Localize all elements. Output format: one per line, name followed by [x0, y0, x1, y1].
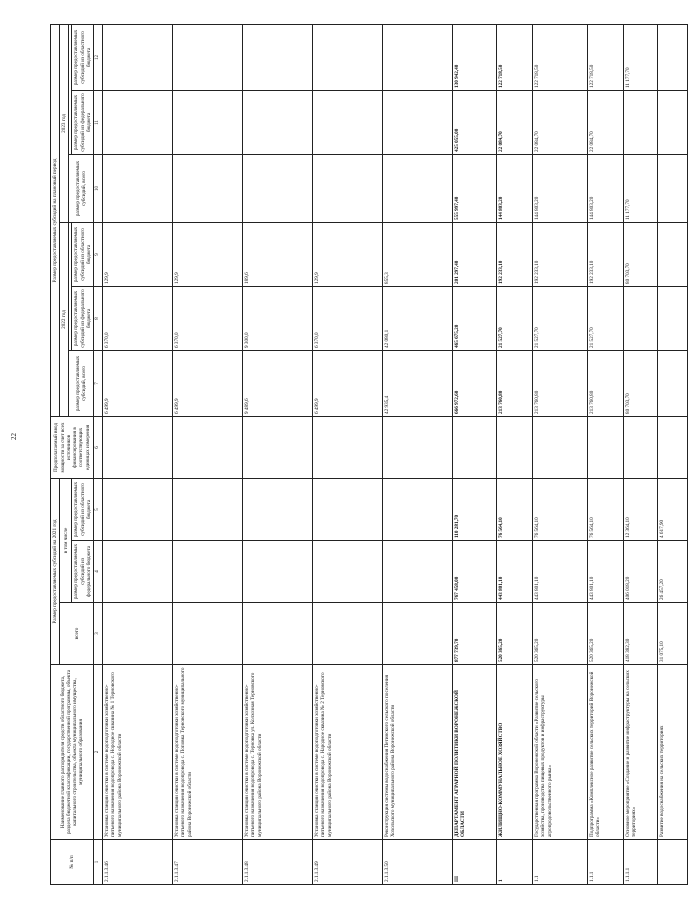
- row-value: [497, 416, 533, 478]
- row-value: [658, 286, 688, 350]
- row-value: 110 281,70: [453, 478, 497, 540]
- row-value: [103, 541, 173, 603]
- row-value: [658, 222, 688, 286]
- row-value: 855,3: [383, 222, 453, 286]
- table-row: [624, 24, 658, 884]
- row-value: 129,9: [103, 222, 173, 286]
- row-value: 6 499,9: [173, 350, 243, 416]
- row-name: Подпрограмма «Комплексное развитие сельских территорий Воронежской области»: [588, 665, 624, 840]
- header-incl: в том числе: [60, 478, 72, 602]
- row-name: Реконструкция системы водоснабжения Петинского сельского поселения Хохольского муниципального района Воронежской области: [383, 665, 453, 840]
- row-value: 21 527,70: [533, 286, 588, 350]
- header-2023: 2023 год: [60, 24, 69, 222]
- row-number: 2.1.1.3.46: [103, 840, 173, 885]
- row-value: 11 177,70: [624, 154, 658, 222]
- row-value: [243, 478, 313, 540]
- row-value: [173, 603, 243, 665]
- row-value: [313, 603, 383, 665]
- row-value: 9 300,0: [243, 286, 313, 350]
- row-value: 9 489,6: [243, 350, 313, 416]
- row-value: 129,9: [173, 222, 243, 286]
- row-value: [383, 603, 453, 665]
- row-value: [243, 416, 313, 478]
- row-value: [313, 24, 383, 90]
- row-value: [383, 24, 453, 90]
- row-value: [103, 478, 173, 540]
- column-index-cell: 9: [94, 222, 103, 286]
- row-value: 520 365,20: [588, 603, 624, 665]
- row-value: 877 739,70: [453, 603, 497, 665]
- row-value: 767 458,00: [453, 541, 497, 603]
- row-value: 192 233,10: [588, 222, 624, 286]
- column-index-cell: 5: [94, 478, 103, 540]
- row-value: [658, 350, 688, 416]
- row-value: 6 499,9: [103, 350, 173, 416]
- row-value: [243, 541, 313, 603]
- row-value: 213 760,80: [497, 350, 533, 416]
- row-value: 425 055,00: [453, 90, 497, 154]
- column-index-row: [94, 24, 103, 884]
- row-value: 443 801,10: [533, 541, 588, 603]
- row-number: 1.1.1.1: [624, 840, 658, 885]
- row-value: [173, 154, 243, 222]
- table-row: [313, 24, 383, 884]
- row-value: 80 703,70: [624, 350, 658, 416]
- subsidy-table: [50, 24, 688, 885]
- header-obl-2022: размер предоставляемых субсидий из областного бюджета: [72, 222, 94, 286]
- row-value: 21 527,70: [497, 286, 533, 350]
- row-value: 189,6: [243, 222, 313, 286]
- row-value: 6 370,0: [313, 286, 383, 350]
- row-value: 6 370,0: [103, 286, 173, 350]
- column-index-cell: 8: [94, 286, 103, 350]
- row-value: 520 365,20: [497, 603, 533, 665]
- row-value: [453, 416, 497, 478]
- row-value: 666 972,60: [453, 350, 497, 416]
- row-value: [173, 90, 243, 154]
- row-value: [103, 603, 173, 665]
- row-value: [173, 478, 243, 540]
- row-value: [588, 416, 624, 478]
- column-index-cell: 1: [94, 840, 103, 885]
- row-number: 2.1.1.3.47: [173, 840, 243, 885]
- header-obl-2021: размер предоставляемых субсидий из областного бюджета: [72, 478, 94, 540]
- row-value: [243, 603, 313, 665]
- row-value: 42 080,1: [383, 286, 453, 350]
- row-value: 122 718,50: [588, 24, 624, 90]
- header-total-2021: всего: [60, 603, 94, 665]
- header-total-2022: размер предоставляемых субсидий, всего: [69, 350, 94, 416]
- column-index-cell: 4: [94, 541, 103, 603]
- row-value: [313, 478, 383, 540]
- row-value: 555 997,40: [453, 154, 497, 222]
- table-row: [533, 24, 588, 884]
- header-2022: 2022 год: [60, 222, 69, 416]
- row-number: [658, 840, 688, 885]
- row-name: Установка станции очистки в системе водоподготовки хозяйственно-питьевого назначения водопровода с. Нородное сквазина № 1 Терновского муниципального района Воронежской области: [103, 665, 173, 840]
- column-index-cell: 12: [94, 24, 103, 90]
- table-row: [588, 24, 624, 884]
- row-value: [313, 90, 383, 154]
- row-value: [103, 90, 173, 154]
- table-row: [497, 24, 533, 884]
- row-value: 406 018,20: [624, 541, 658, 603]
- subsidy-table-sheet: [50, 25, 666, 885]
- row-value: [173, 416, 243, 478]
- row-value: 192 233,10: [497, 222, 533, 286]
- row-value: [383, 478, 453, 540]
- table-row: [453, 24, 497, 884]
- row-name: Государственная программа Воронежской области «Развитие сельского хозяйства, производства пищевых продуктов и инфраструктуры агропродовольственного рынка»: [533, 665, 588, 840]
- row-value: 42 935,4: [383, 350, 453, 416]
- row-value: [658, 416, 688, 478]
- row-value: [103, 416, 173, 478]
- row-value: 465 675,20: [453, 286, 497, 350]
- row-value: 4 617,90: [658, 478, 688, 540]
- header-fed-2021: размер предоставляемых субсидий из федерального бюджета: [72, 541, 94, 603]
- header-fed-2022: размер предоставляемых субсидий из федерального бюджета: [72, 286, 94, 350]
- header-name: Наименование главного распорядителя средств областного бюджета, раздела бюджетной классификации, государственной программы, объекта капитального строительства, объекта муниципального имущества, муниципального образования: [51, 665, 94, 840]
- row-value: 144 803,20: [533, 154, 588, 222]
- row-value: 201 297,40: [453, 222, 497, 286]
- column-index-cell: 7: [94, 350, 103, 416]
- row-value: 213 760,80: [588, 350, 624, 416]
- row-value: [243, 90, 313, 154]
- row-value: 76 564,10: [497, 478, 533, 540]
- row-value: 443 801,10: [497, 541, 533, 603]
- row-value: 418 382,30: [624, 603, 658, 665]
- header-obl-2023: размер предоставляемых субсидий из областного бюджета: [72, 24, 94, 90]
- column-index-cell: 11: [94, 90, 103, 154]
- row-value: 192 233,10: [533, 222, 588, 286]
- row-value: 122 718,50: [497, 24, 533, 90]
- row-name: Установка станции очистки в системе водоподготовки хозяйственно-питьевого назначения водопровода с. Терновка ул. Колхозная Терновского муниципального района Воронежской области: [243, 665, 313, 840]
- row-value: 213 760,80: [533, 350, 588, 416]
- column-index-cell: 2: [94, 665, 103, 840]
- row-value: 22 084,70: [533, 90, 588, 154]
- row-value: [103, 154, 173, 222]
- row-number: 1.1: [533, 840, 588, 885]
- row-value: [103, 24, 173, 90]
- row-number: III: [453, 840, 497, 885]
- row-value: 11 177,70: [624, 24, 658, 90]
- column-index-cell: 10: [94, 154, 103, 222]
- row-name: Развитие водоснабжения на сельских территориях: [658, 665, 688, 840]
- row-value: 130 942,40: [453, 24, 497, 90]
- row-name: ЖИЛИЩНО-КОММУНАЛЬНОЕ ХОЗЯЙСТВО: [497, 665, 533, 840]
- row-value: [658, 90, 688, 154]
- row-value: 122 718,50: [533, 24, 588, 90]
- header-2021: Размер предоставляемых субсидий на 2021 год: [51, 478, 60, 664]
- row-value: [383, 154, 453, 222]
- row-value: 22 084,70: [588, 90, 624, 154]
- page-number: 22: [10, 433, 18, 440]
- header-plan: Размер предоставляемых субсидий на плановый период: [51, 24, 60, 416]
- row-number: 1.1.1: [588, 840, 624, 885]
- row-name: Основное мероприятие «Создание и развитие инфраструктуры на сельских территориях»: [624, 665, 658, 840]
- row-value: [173, 24, 243, 90]
- column-index-cell: 6: [94, 416, 103, 478]
- row-value: 76 564,10: [533, 478, 588, 540]
- row-value: [383, 90, 453, 154]
- row-value: [658, 24, 688, 90]
- row-value: [624, 286, 658, 350]
- row-number: 2.1.1.3.48: [243, 840, 313, 885]
- header-capacity: Предполагаемый ввод мощности за счет всех источников финансирования в соответствующих единицах измерения: [51, 416, 94, 478]
- header-fed-2023: размер предоставляемых субсидий из федерального бюджета: [72, 90, 94, 154]
- row-value: 21 527,70: [588, 286, 624, 350]
- table-row: [383, 24, 453, 884]
- row-number: 2.1.1.3.49: [313, 840, 383, 885]
- row-value: [243, 154, 313, 222]
- header-num: № п/п: [51, 840, 94, 885]
- row-value: 76 564,10: [588, 478, 624, 540]
- row-value: [383, 541, 453, 603]
- row-value: 443 801,10: [588, 541, 624, 603]
- row-value: 26 457,20: [658, 541, 688, 603]
- row-name: Установка станции очистки в системе водоподготовки хозяйственно-питьевого назначения водопровода с. Поповка Терновского муниципального района Воронежской области: [173, 665, 243, 840]
- column-index-cell: 3: [94, 603, 103, 665]
- row-value: [624, 90, 658, 154]
- row-value: 6 499,9: [313, 350, 383, 416]
- row-value: 144 803,20: [588, 154, 624, 222]
- row-number: 1: [497, 840, 533, 885]
- row-value: 144 803,20: [497, 154, 533, 222]
- row-value: 12 364,10: [624, 478, 658, 540]
- row-value: 31 075,10: [658, 603, 688, 665]
- row-value: 129,9: [313, 222, 383, 286]
- table-row: [658, 24, 688, 884]
- row-value: [313, 541, 383, 603]
- row-value: [173, 541, 243, 603]
- row-value: [383, 416, 453, 478]
- row-value: [313, 416, 383, 478]
- row-name: ДЕПАРТАМЕНТ АГРАРНОЙ ПОЛИТИКИ ВОРОНЕЖСКОЙ ОБЛАСТИ: [453, 665, 497, 840]
- row-value: 80 703,70: [624, 222, 658, 286]
- row-number: 2.1.1.3.50: [383, 840, 453, 885]
- row-value: [243, 24, 313, 90]
- row-value: 6 370,0: [173, 286, 243, 350]
- table-row: [173, 24, 243, 884]
- row-value: 22 084,70: [497, 90, 533, 154]
- row-value: [313, 154, 383, 222]
- row-value: [533, 416, 588, 478]
- row-name: Установка станции очистки в системе водоподготовки хозяйственно-питьевого назначения водопровода с. Народное сквазина № 2 Терновского муниципального района Воронежской области: [313, 665, 383, 840]
- row-value: [624, 416, 658, 478]
- table-row: [103, 24, 173, 884]
- header-total-2023: размер предоставляемых субсидий, всего: [69, 154, 94, 222]
- row-value: [658, 154, 688, 222]
- row-value: 520 365,20: [533, 603, 588, 665]
- table-row: [243, 24, 313, 884]
